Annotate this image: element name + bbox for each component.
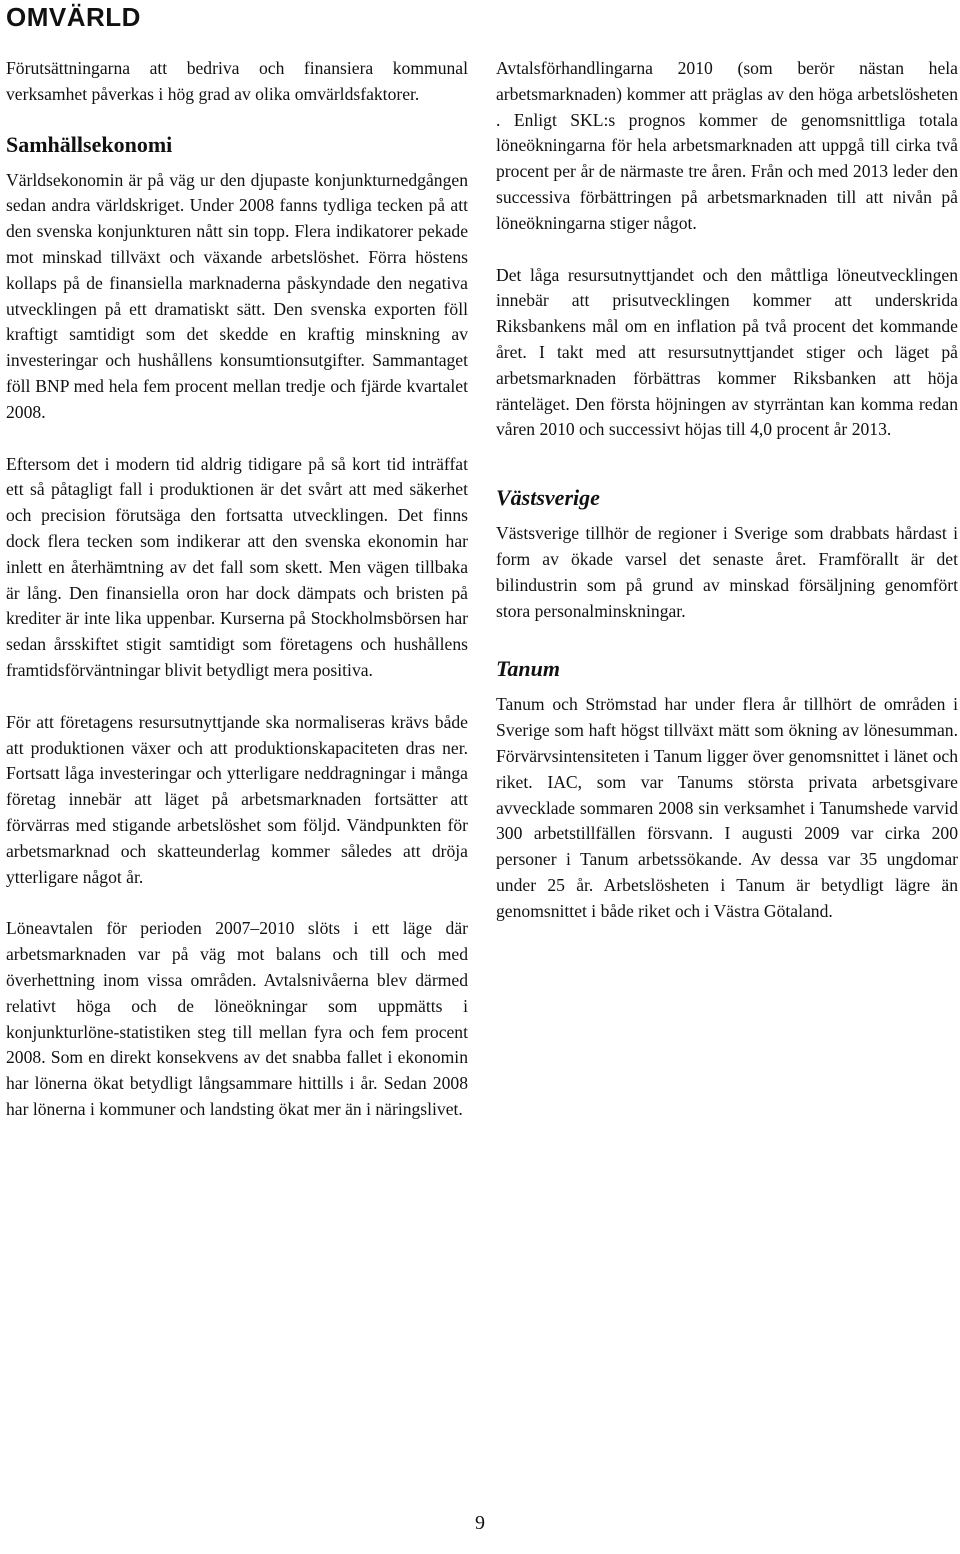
body-paragraph: Världsekonomin är på väg ur den djupaste konjunkturnedgången sedan andra världskriget. Under 2008 fanns tydliga tecken på att den svenska konjunkturen nått sin topp. Flera indikatorer pekade mot minskad tillväxt och växande arbetslöshet. Förra höstens kollaps på de finansiella marknaderna påskyndade den negativa utvecklingen på ett dramatiskt sätt. Den svenska exporten föll kraftigt samtidigt som det skedde en kraftig minskning av investeringar och hushållens konsumtionsutgifter. Sammantaget föll BNP med hela fem procent mellan tredje och fjärde kvartalet 2008.	[6, 169, 468, 422]
page-number: 9	[475, 1512, 485, 1534]
body-paragraph: Löneavtalen för perioden 2007–2010 slöts i ett läge där arbetsmarknaden var på väg mot balans och till och med överhettning inom vissa områden. Avtalsnivåerna blev därmed relativt höga och de löneökningar som uppmätts i konjunkturlöne-statistiken steg till mellan fyra och fem procent 2008. Som en direkt konsekvens av det snabba fallet i ekonomin har lönerna ökat betydligt långsammare hittills i år. Sedan 2008 har lönerna i kommuner och landsting ökat mer än i näringslivet.	[6, 918, 468, 1119]
body-paragraph: Avtalsförhandlingarna 2010 (som berör nästan hela arbetsmarknaden) kommer att präglas av den höga arbetslösheten . Enligt SKL:s prognos kommer de genomsnittliga totala löneökningarna för hela arbetsmarknaden att uppgå till cirka två procent per år de närmaste tre åren. Från och med 2013 leder den successiva förbättringen på arbetsmarknaden till att nivån på löneökningarna stiger något.	[496, 58, 958, 233]
section-heading-tanum: Tanum	[496, 656, 561, 682]
tanum-paragraph: Tanum och Strömstad har under flera år tillhört de områden i Sverige som haft högst tillväxt mätt som ökning av lönesumman. Förvärvsintensiteten i Tanum ligger över genomsnittet i länet och riket. IAC, som var Tanums största privata arbetsgivare avvecklade sommaren 2008 sin verksamhet i Tanumshede varvid 300 arbetstillfällen försvann. I augusti 2009 var cirka 200 personer i Tanum arbetssökande. Av dessa var 35 ungdomar under 25 år. Arbetslösheten i Tanum är betydligt lägre än genomsnittet i både riket och i Västra Götaland.	[496, 694, 958, 921]
body-paragraph: För att företagens resursutnyttjande ska normaliseras krävs både att produktionen växer och att produktionskapaciteten dras ner. Fortsatt låga investeringar och ytterligare neddragningar i många företag innebär att läget på arbetsmarknaden fortsätter att förvärras med stigande arbetslöshet som följd. Vändpunkten för arbetsmarknad och skatteunderlag kommer således att dröja ytterligare något år.	[6, 711, 468, 887]
body-paragraph: Det låga resursutnyttjandet och den måttliga löneutvecklingen innebär att prisutvecklingen kommer att underskrida Riksbankens mål om en inflation på två procent det kommande året. I takt med att resursutnyttjandet stiger och läget på arbetsmarknaden förbättras kommer Riksbanken att höja ränteläget. Den första höjningen av styrräntan kan komma redan våren 2010 och successivt höjas till 4,0 procent år 2013.	[496, 264, 958, 440]
vastsverige-paragraph: Västsverige tillhör de regioner i Sverige som drabbats hårdast i form av ökade varsel det senaste året. Framförallt är det bilindustrin som på grund av minskad försäljning genomfört stora personalminskningar.	[496, 523, 958, 621]
body-paragraph: Eftersom det i modern tid aldrig tidigare på så kort tid inträffat ett så påtagligt fall i produktionen är det svårt att med säkerhet och precision förutsäga den fortsatta utvecklingen. Det finns dock flera tecken som indikerar att den svenska ekonomin har inlett en återhämtning av det fall som skett. Men vägen tillbaka är lång. Den finansiella oron har dock dämpats och bristen på krediter är inte lika uppenbar. Kurserna på Stockholmsbörsen har sedan årsskiftet stigit samtidigt som företagens och hushållens framtidsförväntningar blivit betydligt mera positiva.	[6, 453, 468, 680]
section-heading-vastsverige: Västsverige	[496, 485, 600, 511]
left-column	[6, 56, 468, 1149]
intro-paragraph: Förutsättningarna att bedriva och finansiera kommunal verksamhet påverkas i hög grad av olika omvärldsfaktorer.	[6, 58, 468, 104]
page-title: OMVÄRLD	[6, 2, 141, 32]
right-column	[496, 56, 958, 951]
section-heading-samhallsekonomi: Samhällsekonomi	[6, 131, 173, 157]
